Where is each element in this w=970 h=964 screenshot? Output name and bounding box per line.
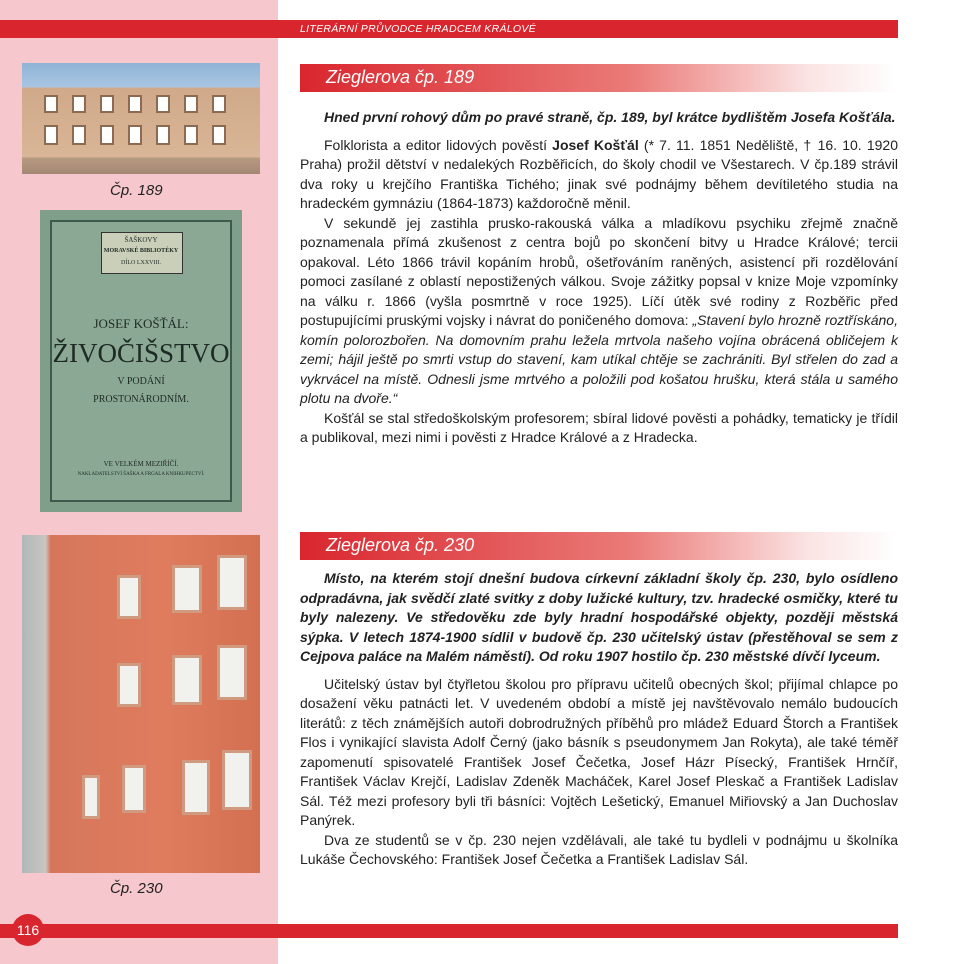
paragraph-189-2: V sekundě jej zastihla prusko-rakouská válka a mladíkovu psychiku zřejmě značně poznamenala přímá zkušenost z centra bojů po skončení bitvy u Hradce Králové; tercii opakoval. Léto 1866 trávil kopáním hrobů, ošetřováním raněných, asistencí při rozdělování pomoci zasílané z oblastí nepostižených válkou. Svoje zážitky popsal v knize Moje vzpomínky na válku r. 1866 (vyšla posmrtně v roce 1925). Líčí útěk své rodiny z Rozběřic před postupujícími pruskými vojsky i návrat do poničeného domova: „Stavení bylo hrozně roztřískáno, komín polorozbořen. Na domovním prahu ležela mrtvola našeho vojína obrácená obličejem k zemi; hájil ještě po smrti vstup do stavení, kam utíkal chtěje se zachrániti. Byl střelen do zad a vykrvácel na místě. Odnesli jsme mrtvého a položili pod košatou hrušku, která stála u samého plotu na dvoře.“ [300, 214, 898, 406]
section-body-189 [300, 108, 898, 448]
paragraph-189-1: Folklorista a editor lidových pověstí Josef Košťál (* 7. 11. 1851 Neděliště, † 16. 10. 1920 Praha) prožil dětství v nedalekých Rozběřicích, do školy chodil ve Všestarech. V čp.189 strávil dva roky u krejčího Františka Tichého; jinak své podnájmy během devítiletého studia na hradeckém gymnáziu (1864-1873) každoročně měnil. [300, 136, 898, 211]
paragraph-189-3: Košťál se stal středoškolským profesorem; sbíral lidové pověsti a pohádky, tematicky je třídil a publikoval, mezi nimi i pověsti z Hradce Králové a z Hradecka. [300, 409, 898, 445]
book-label-main: MORAVSKÉ BIBLIOTÉKY [103, 248, 179, 254]
footer-bar [0, 924, 898, 938]
caption-photo-230: Čp. 230 [110, 880, 163, 897]
quote: „Stavení bylo hrozně roztřískáno, komín polorozbořen. Na domovním prahu ležela mrtvola našeho vojína obrácená obličejem k zemi; hájil ještě po smrti vstup do stavení, kam utíkal chtěje se zachrániti. Byl střelen do zad a vykrvácel na místě. Odnesli jsme mrtvého a položili pod košatou hrušku, která stála u samého plotu na dvoře.“ [300, 312, 898, 406]
header-bar-left [0, 20, 278, 38]
book-label-sub: DÍLO LXXVIII. [121, 260, 161, 266]
paragraph-230-2: Dva ze studentů se v čp. 230 nejen vzdělávali, ale také tu bydleli v podnájmu u školníka Lukáše Čechovského: František Josef Čečetka a František Ladislav Sál. [300, 831, 898, 867]
person-name: Josef Košťál [552, 136, 639, 153]
running-head: LITERÁRNÍ PRŮVODCE HRADCEM KRÁLOVÉ [300, 23, 536, 35]
book-title: ŽIVOČIŠSTVO [52, 338, 230, 368]
book-publisher1: VE VELKÉM MEZIŘÍČÍ. [103, 460, 179, 468]
book-author: JOSEF KOŠŤÁL: [93, 316, 189, 331]
section-body-230 [300, 569, 898, 870]
photo-house-189 [22, 63, 260, 174]
book-publisher2: NAKLADATELSTVÍ ŠAŠKA A FRGALA KNIHKUPECTVÍ. [77, 472, 205, 477]
photo-book-cover [40, 210, 242, 512]
lead-paragraph-189: Hned první rohový dům po pravé straně, čp. 189, byl krátce bydlištěm Josefa Košťála. [324, 109, 896, 125]
book-line1: V PODÁNÍ [117, 376, 165, 387]
photo-building-230 [22, 535, 260, 873]
lead-paragraph-230: Místo, na kterém stojí dnešní budova církevní základní školy čp. 230, bylo osídleno odpradávna, jak svědčí zlaté svitky z doby lužické kultury, tzv. hradecké osmičky, které tu byly nalezeny. Ve středověku zde byly hradní hospodářské objekty, později městská sýpka. V letech 1874-1900 sídlil v budově čp. 230 učitelský ústav (přestěhoval se sem z Cejpova paláce na Malém náměstí). Od roku 1907 hostilo čp. 230 městské dívčí lyceum. [300, 570, 898, 664]
page-number: 116 [12, 914, 44, 946]
book-label-top: ŠAŠKOVY [124, 236, 158, 244]
book-line2: PROSTONÁRODNÍM. [93, 394, 189, 405]
caption-photo-189: Čp. 189 [110, 182, 163, 199]
paragraph-230-1: Učitelský ústav byl čtyřletou školou pro přípravu učitelů obecných škol; přijímal chlapce po dosažení věku patnácti let. V uvedeném období a místě jej navštěvovalo nemálo budoucích literátů: z těch známějších autoři dobrodružných příběhů pro mládež Eduard Štorch a František Flos i vynikající slavista Adolf Černý (jako básník s pseudonymem Jan Rokyta), ale také téměř zapomenutí spisovatelé František Josef Čečetka, Josef Házr Písecký, František Hrnčíř, František Václav Krejčí, Ladislav Zdeněk Macháček, Karel Josef Pleskač a František Ladislav Sál. Též mezi profesory byli tři básníci: Vojtěch Lešetický, Emanuel Miřiovský a Jan Duchoslav Panýrek. [300, 675, 898, 828]
section-title-189: Zieglerova čp. 189 [300, 64, 898, 92]
section-title-230: Zieglerova čp. 230 [300, 532, 898, 560]
